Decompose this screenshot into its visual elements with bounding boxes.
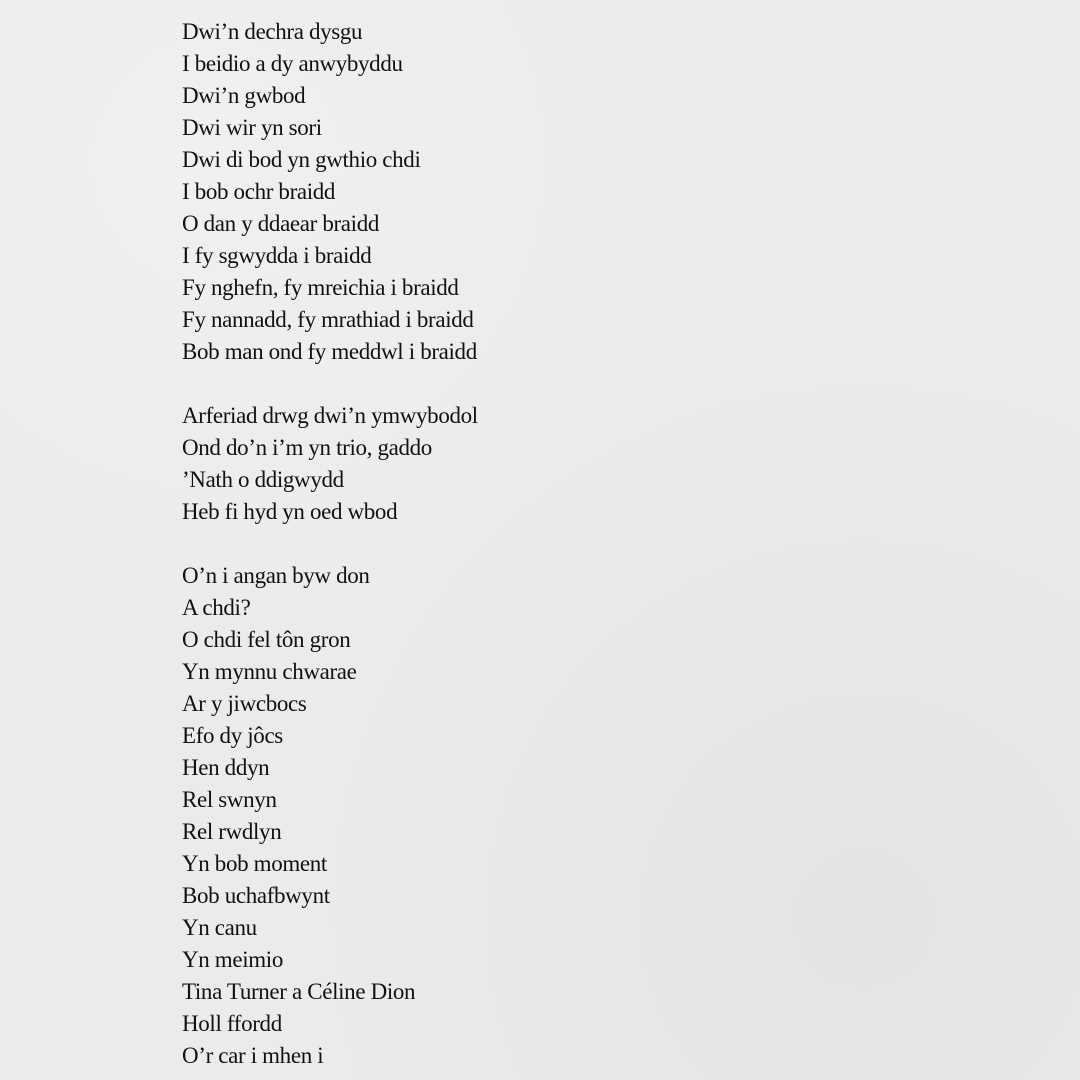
poem-line: O’n i angan byw don (182, 563, 370, 588)
poem-line: O’r car i mhen i (182, 1043, 324, 1068)
poem-line: Ar y jiwcbocs (182, 691, 307, 716)
poem-line: I fy sgwydda i braidd (182, 243, 372, 268)
poem-line: O chdi fel tôn gron (182, 627, 351, 652)
poem-line: Dwi di bod yn gwthio chdi (182, 147, 421, 172)
stanza-3 (182, 560, 882, 1072)
poem-line: Bob man ond fy meddwl i braidd (182, 339, 477, 364)
poem-text (182, 16, 882, 1072)
poem-line: Ond do’n i’m yn trio, gaddo (182, 435, 432, 460)
poem-line: Yn meimio (182, 947, 283, 972)
poem-line: Fy nannadd, fy mrathiad i braidd (182, 307, 474, 332)
poem-line: Bob uchafbwynt (182, 883, 330, 908)
poem-line: Hen ddyn (182, 755, 270, 780)
poem-line: Heb fi hyd yn oed wbod (182, 499, 398, 524)
poem-line: Dwi’n gwbod (182, 83, 306, 108)
poem-line: Arferiad drwg dwi’n ymwybodol (182, 403, 478, 428)
poem-line: Yn bob moment (182, 851, 327, 876)
poem-line: Rel rwdlyn (182, 819, 282, 844)
poem-line: Dwi wir yn sori (182, 115, 322, 140)
poem-line: A chdi? (182, 595, 251, 620)
poem-line: ’Nath o ddigwydd (182, 467, 344, 492)
poem-line: Fy nghefn, fy mreichia i braidd (182, 275, 459, 300)
poem-line: I bob ochr braidd (182, 179, 336, 204)
poem-line: Efo dy jôcs (182, 723, 283, 748)
poem-line: I beidio a dy anwybyddu (182, 51, 403, 76)
stanza-2 (182, 400, 882, 528)
poem-line: Yn mynnu chwarae (182, 659, 357, 684)
poem-line: Yn canu (182, 915, 257, 940)
poem-line: O dan y ddaear braidd (182, 211, 380, 236)
stanza-1 (182, 16, 882, 368)
poem-line: Dwi’n dechra dysgu (182, 19, 363, 44)
poem-line: Holl ffordd (182, 1011, 282, 1036)
poem-line: Rel swnyn (182, 787, 277, 812)
poem-line: Tina Turner a Céline Dion (182, 979, 416, 1004)
